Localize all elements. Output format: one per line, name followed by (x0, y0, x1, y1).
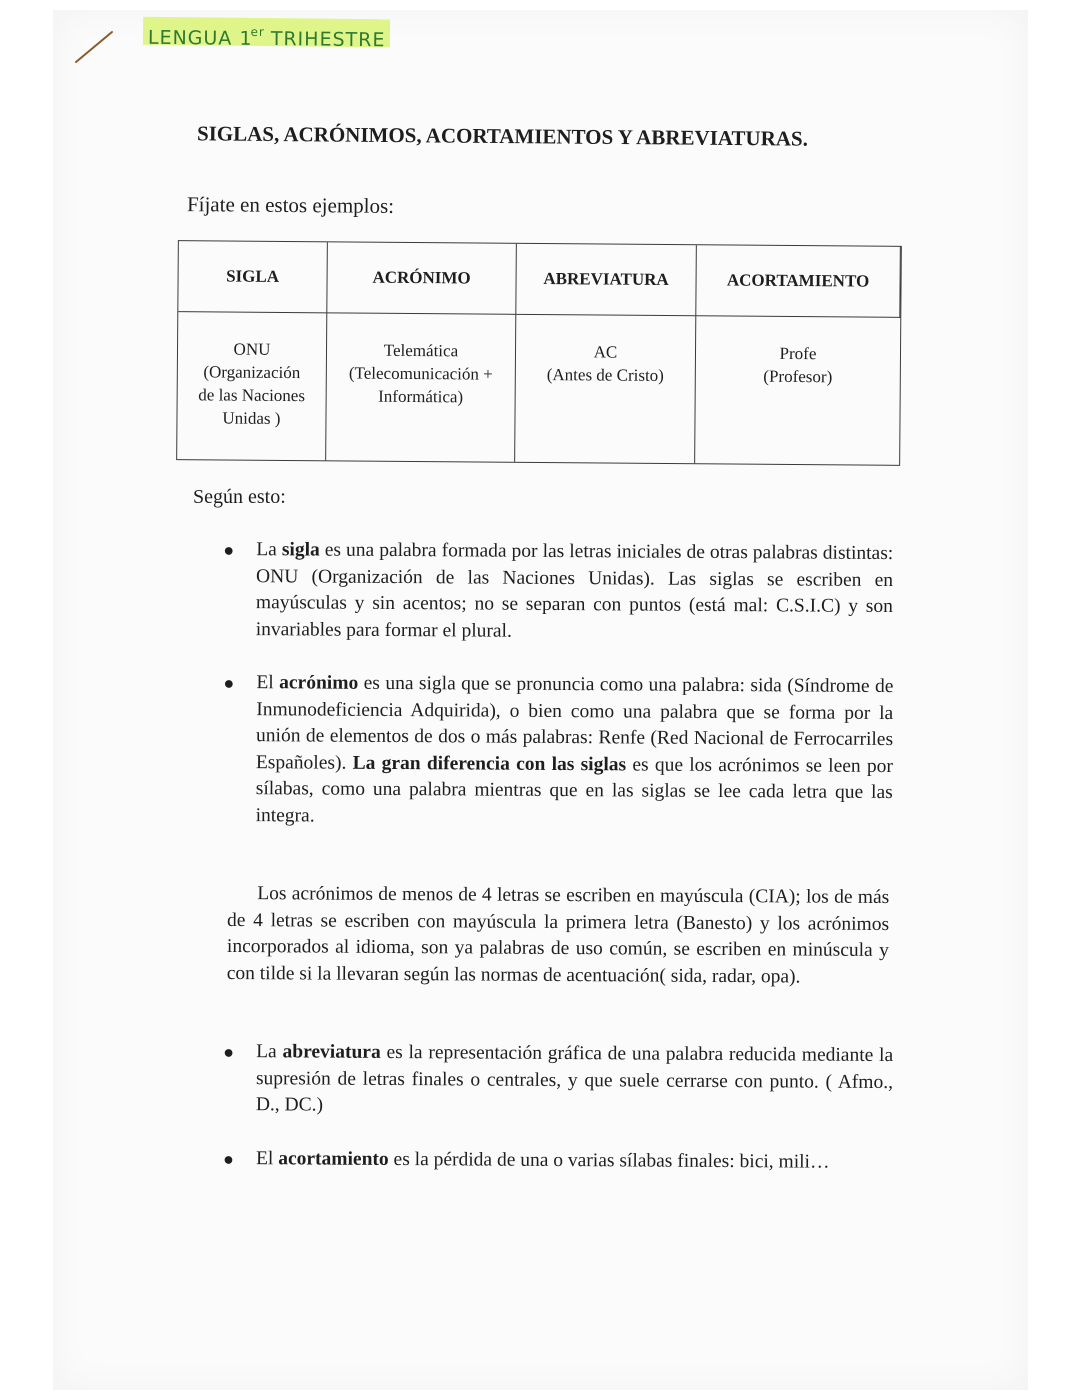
bullet-text: El (256, 672, 280, 694)
page-title: SIGLAS, ACRÓNIMOS, ACORTAMIENTOS Y ABREVIATURAS. (196, 121, 809, 151)
table-header-abreviatura: ABREVIATURA (516, 244, 697, 316)
table-cell-abreviatura: AC (Antes de Cristo) (515, 315, 696, 463)
bullet-text: es que los acrónimos se leen por sílabas, como una palabra mientras que en las siglas se lee cada letra que las integra. (255, 753, 893, 827)
bullet-text: La (256, 539, 282, 561)
bullet-icon: ● (222, 1148, 234, 1170)
term-abreviatura: abreviatura (282, 1041, 381, 1063)
intro-text: Fíjate en estos ejemplos: (186, 192, 395, 218)
header-note-term: TRIHESTRE (270, 28, 386, 52)
bullet-acortamiento (223, 1146, 893, 1177)
bullet-text: es una palabra formada por las letras iniciales de otras palabras distintas: ONU (Organización de las Naciones Unidas). Las siglas se escriben en mayúsculas y sin acentos; no se separan con puntos (está mal: C.S.I.C) y son invariables para formar el plural. (255, 539, 894, 642)
acronimo-note: Los acrónimos de menos de 4 letras se escriben en mayúscula (CIA); los de más de 4 letras se escriben con mayúscula la primera letra (Banesto) y los acrónimos incorporados al idioma, son ya palabras de uso común, se escriben en minúscula y con tilde si la llevaran según las normas de acentuación( sida, radar, opa). (226, 883, 890, 987)
bullet-text: La (256, 1041, 283, 1063)
bullet-icon: ● (223, 672, 235, 694)
handwritten-header (143, 17, 391, 52)
table-cell-acortamiento: Profe (Profesor) (763, 343, 833, 387)
header-note-sup: er (250, 24, 265, 39)
bullet-icon: ● (223, 539, 235, 561)
table-header-acronimo: ACRÓNIMO (327, 242, 517, 314)
bullet-icon: ● (223, 1041, 235, 1063)
term-acortamiento: acortamiento (278, 1148, 389, 1170)
bullet-text: El (255, 1148, 279, 1170)
bullet-abreviatura (223, 1039, 893, 1123)
table-cell-acronimo: Telemática (Telecomunicación + Informática) (326, 313, 516, 461)
term-sigla: sigla (281, 539, 320, 561)
bullet-acronimo (223, 670, 894, 833)
key-difference: La gran diferencia con las siglas (352, 752, 627, 775)
table-cell-sigla: ONU (Organización de las Naciones Unidas ) (177, 312, 327, 460)
table-header-acortamiento: ACORTAMIENTO (696, 245, 901, 318)
examples-table (176, 240, 902, 466)
segun-text: Según esto: (193, 486, 286, 508)
bullet-sigla (223, 537, 894, 647)
table-header-sigla: SIGLA (178, 241, 328, 313)
term-acronimo: acrónimo (279, 672, 359, 694)
header-note: LENGUA 1 (147, 26, 253, 50)
bullet-text: es la representación gráfica de una palabra reducida mediante la supresión de letras finales o centrales, y que suele cerrarse con punto. ( Afmo., D., DC.) (255, 1041, 894, 1116)
bullet-text: es la pérdida de una o varias sílabas finales: bici, mili… (388, 1148, 830, 1173)
pen-mark-icon (74, 30, 114, 64)
bullet-text: es una sigla que se pronuncia como una palabra: sida (Síndrome de Inmunodeficiencia Adquirida), o bien como una palabra que se forma por la unión de elementos de dos o más palabras: Renfe (Red Nacional de Ferrocarriles Españoles). (255, 672, 894, 774)
